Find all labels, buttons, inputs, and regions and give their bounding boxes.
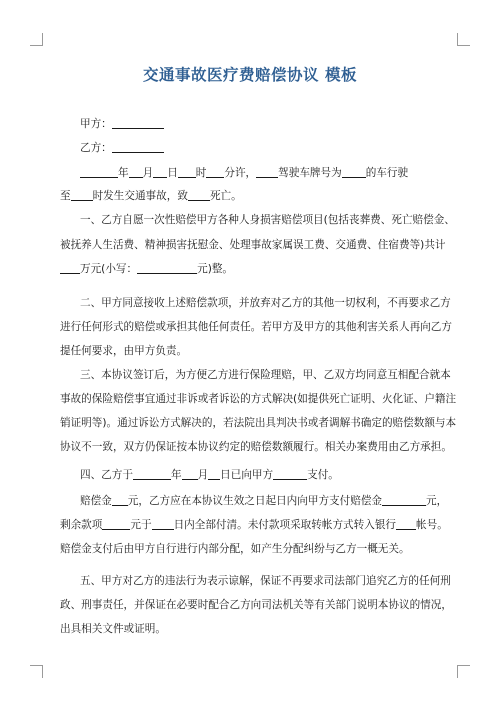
text: 分许， — [224, 167, 257, 179]
text: 年 — [118, 167, 129, 179]
comp-line-2 — [60, 518, 448, 532]
blank — [102, 518, 130, 530]
text: 赔偿金 — [80, 495, 112, 507]
blank — [71, 189, 93, 201]
party-b-line — [80, 141, 460, 155]
p2-line-3: 提任何要求，由甲方负责。 — [60, 345, 188, 357]
text: 月 — [142, 167, 154, 179]
p3-line-2: 事故的保险赔偿事宜通过非诉或者诉讼的方式解决(如提供死亡证明、火化证、户籍注 — [60, 393, 457, 405]
text: 至 — [60, 190, 71, 202]
text: 日内全部付清。未付款项采取转帐方式转入银行 — [173, 519, 397, 531]
p5-line-3: 出具相关文件或证明。 — [60, 623, 166, 635]
accident-line-2 — [60, 189, 440, 203]
document-title: 交通事故医疗费赔偿协议 模板 — [143, 66, 357, 84]
accident-line-1 — [80, 166, 460, 180]
text: 日 — [167, 167, 178, 179]
text: 日已向甲方 — [220, 469, 274, 481]
blank — [256, 166, 278, 178]
p3-line-1: 三、本协议签订后，为方便乙方进行保险理赔，甲、乙双方均同意互相配合就本 — [80, 369, 451, 381]
party-a-line — [80, 117, 460, 131]
blank — [396, 518, 416, 530]
p2-line-1: 二、甲方同意接收上述赔偿款项，并放弃对乙方的其他一切权利，不再要求乙方 — [80, 297, 451, 309]
party-a-blank — [112, 117, 164, 129]
text: 死亡。 — [209, 190, 242, 202]
text: 剩余款项 — [60, 519, 103, 531]
blank — [152, 518, 174, 530]
party-b-label: 乙方： — [80, 142, 112, 154]
p5-line-1: 五、甲方对乙方的违法行为表示谅解，保证不再要求司法部门追究乙方的任何刑 — [80, 575, 451, 587]
blank — [129, 166, 143, 178]
p3-line-4: 协议不一致，双方仍保证按本协议约定的赔偿数额履行。相关办案费用由乙方承担。 — [60, 441, 452, 453]
text: 的车行驶 — [365, 167, 409, 179]
text: 万元(小写： — [80, 263, 138, 275]
text: 帐号。 — [416, 519, 448, 531]
comp-line-3: 赔偿金支付后由甲方自行进行内部分配，如产生分配纠纷与乙方一概无关。 — [60, 543, 410, 555]
blank — [208, 468, 220, 480]
text: 元)整。 — [197, 263, 234, 275]
party-b-blank — [112, 141, 164, 153]
text: 时 — [195, 167, 207, 179]
text: 支付。 — [307, 469, 339, 481]
text: 年 — [170, 469, 182, 481]
blank — [342, 166, 366, 178]
text: 元于 — [130, 519, 152, 531]
text: 四、乙方于 — [80, 469, 133, 481]
crop-mark-top-right — [457, 33, 470, 46]
text: 时发生交通事故，致 — [92, 190, 188, 202]
blank — [153, 166, 167, 178]
party-a-label: 甲方： — [80, 118, 112, 130]
blank — [80, 166, 118, 178]
text: 驾驶车牌号为 — [278, 167, 342, 179]
blank — [178, 166, 196, 178]
p1-line-3 — [60, 262, 440, 276]
crop-mark-top-left — [30, 33, 43, 46]
blank — [112, 494, 128, 506]
text: 月 — [197, 469, 209, 481]
blank — [137, 262, 197, 274]
p1-line-1: 一、乙方自愿一次性赔偿甲方各种人身损害赔偿项目(包括丧葬费、死亡赔偿金、 — [80, 214, 455, 226]
text: 元，乙方应在本协议生效之日起日内向甲方支付赔偿金 — [127, 495, 383, 507]
blank — [382, 494, 426, 506]
p5-line-2: 政、刑事责任，并保证在必要时配合乙方向司法机关等有关部门说明本协议的情况， — [60, 599, 452, 611]
blank — [133, 468, 171, 480]
p1-line-2: 被抚养人生活费、精神损害抚慰金、处理事故家属误工费、交通费、住宿费等)共计 — [60, 239, 446, 251]
crop-mark-bottom-left — [30, 665, 43, 678]
blank — [206, 166, 224, 178]
blank — [188, 189, 210, 201]
p3-line-3: 销证明等)。通过诉讼方式解决的，若法院出具判决书或者调解书确定的赔偿数额与本 — [60, 417, 457, 429]
blank — [60, 262, 80, 274]
blank — [273, 468, 307, 480]
crop-mark-bottom-right — [457, 665, 470, 678]
p4-line — [80, 468, 460, 482]
p2-line-2: 进行任何形式的赔偿或承担其他任何责任。若甲方及甲方的其他利害关系人再向乙方 — [60, 321, 452, 333]
comp-line-1 — [80, 494, 460, 508]
blank — [182, 468, 198, 480]
text: 元， — [426, 495, 448, 507]
